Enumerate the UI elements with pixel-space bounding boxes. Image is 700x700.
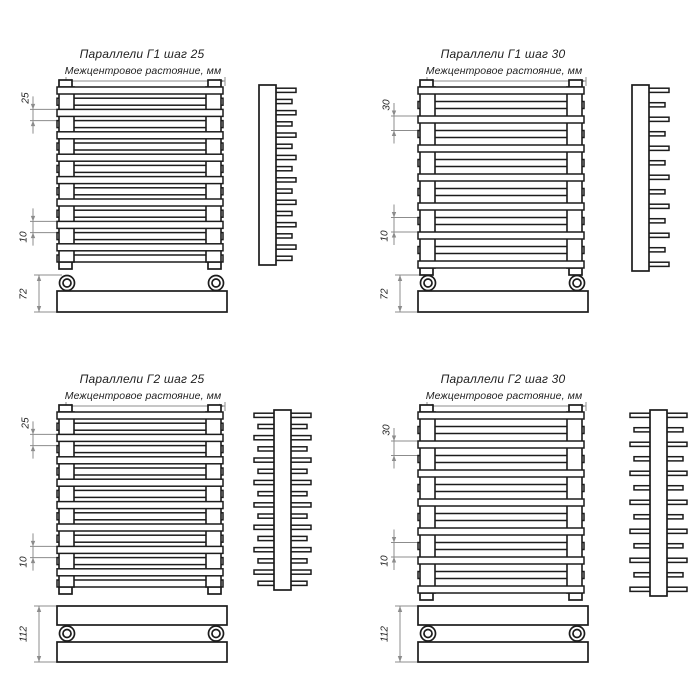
- dimension-arrow: [392, 557, 396, 563]
- dimension-arrow: [37, 656, 41, 662]
- tube-back: [418, 218, 584, 225]
- tube-front: [418, 441, 584, 448]
- tube-back: [418, 189, 584, 196]
- tube-front: [418, 174, 584, 181]
- dimension-arrow: [392, 456, 396, 462]
- tube-front: [57, 546, 223, 553]
- tube-back: [418, 572, 584, 579]
- center-distance-label: Межцентровое растояние, мм: [425, 390, 583, 402]
- tube-front: [57, 87, 223, 94]
- tube-back: [57, 558, 223, 565]
- tube-back: [57, 580, 223, 587]
- plan-collector-inner: [63, 630, 71, 638]
- side-collector-bar: [632, 85, 649, 271]
- tube-back: [57, 188, 223, 195]
- dimension-arrow: [398, 656, 402, 662]
- dimension-arrow: [31, 558, 35, 564]
- offset-dimension-label: 10: [379, 555, 391, 567]
- step-dimension-label: 25: [20, 417, 32, 429]
- plan-collector-inner: [573, 279, 581, 287]
- side-collector-bar: [274, 410, 291, 590]
- dimension-arrow: [392, 131, 396, 137]
- tube-front: [57, 244, 223, 251]
- drawing-title: Параллели Г1 шаг 25: [79, 47, 205, 61]
- dimension-arrow: [392, 436, 396, 442]
- dimension-arrow: [31, 104, 35, 110]
- plan-collector-inner: [573, 630, 581, 638]
- tube-front: [57, 109, 223, 116]
- tube-front: [57, 221, 223, 228]
- tube-front: [57, 524, 223, 531]
- tube-back: [57, 468, 223, 475]
- dimension-arrow: [37, 606, 41, 612]
- dimension-arrow: [392, 212, 396, 218]
- tube-back: [57, 423, 223, 430]
- tube-front: [418, 499, 584, 506]
- tube-front: [418, 557, 584, 564]
- plan-tube-band-back: [418, 642, 588, 662]
- tube-front: [57, 132, 223, 139]
- dimension-arrow: [31, 446, 35, 452]
- tube-front: [418, 528, 584, 535]
- dimension-arrow: [37, 275, 41, 281]
- dimension-arrow: [392, 111, 396, 117]
- tube-front: [57, 154, 223, 161]
- tube-back: [418, 543, 584, 550]
- tube-back: [57, 513, 223, 520]
- offset-dimension-label: 10: [18, 556, 30, 568]
- tube-front: [418, 232, 584, 239]
- dimension-arrow: [31, 233, 35, 239]
- offset-dimension-label: 10: [18, 231, 30, 243]
- center-distance-label: Межцентровое растояние, мм: [425, 65, 583, 77]
- plan-tube-band-front: [57, 606, 227, 625]
- tube-back: [57, 121, 223, 128]
- dimension-arrow: [37, 306, 41, 312]
- center-distance-label: Межцентровое растояние, мм: [64, 390, 222, 402]
- tube-front: [57, 434, 223, 441]
- tube-front: [418, 116, 584, 123]
- tube-back: [418, 514, 584, 521]
- drawing-title: Параллели Г2 шаг 30: [440, 372, 566, 386]
- tube-back: [418, 160, 584, 167]
- side-collector-bar: [650, 410, 667, 596]
- step-dimension-label: 30: [381, 99, 393, 111]
- plan-collector-inner: [424, 279, 432, 287]
- tube-back: [418, 102, 584, 109]
- tube-front: [57, 569, 223, 576]
- tube-back: [418, 485, 584, 492]
- tube-back: [57, 446, 223, 453]
- tube-front: [418, 203, 584, 210]
- drawing-title: Параллели Г2 шаг 25: [79, 372, 205, 386]
- step-dimension-label: 30: [381, 424, 393, 436]
- tube-front: [418, 586, 584, 593]
- tube-front: [57, 412, 223, 419]
- tube-back: [418, 456, 584, 463]
- offset-dimension-label: 10: [379, 230, 391, 242]
- tube-back: [57, 490, 223, 497]
- tube-front: [418, 470, 584, 477]
- step-dimension-label: 25: [20, 92, 32, 104]
- tube-back: [57, 535, 223, 542]
- tube-front: [57, 199, 223, 206]
- tube-back: [418, 427, 584, 434]
- dimension-arrow: [398, 306, 402, 312]
- plan-collector-inner: [63, 279, 71, 287]
- depth-dimension-label: 112: [18, 626, 30, 642]
- tube-back: [57, 255, 223, 262]
- plan-collector-inner: [424, 630, 432, 638]
- plan-tube-band-front: [418, 606, 588, 625]
- dimension-arrow: [398, 606, 402, 612]
- plan-tube-band: [418, 291, 588, 312]
- dimension-arrow: [31, 429, 35, 435]
- dimension-arrow: [31, 541, 35, 547]
- depth-dimension-label: 112: [379, 626, 391, 642]
- tube-back: [57, 233, 223, 240]
- plan-collector-inner: [212, 279, 220, 287]
- plan-collector-inner: [212, 630, 220, 638]
- tube-back: [57, 210, 223, 217]
- tube-front: [418, 87, 584, 94]
- dimension-arrow: [392, 232, 396, 238]
- dimension-arrow: [398, 275, 402, 281]
- drawing-title: Параллели Г1 шаг 30: [440, 47, 566, 61]
- depth-dimension-label: 72: [18, 288, 30, 300]
- tube-front: [57, 502, 223, 509]
- tube-front: [418, 261, 584, 268]
- tube-front: [418, 145, 584, 152]
- plan-tube-band: [57, 291, 227, 312]
- tube-back: [57, 143, 223, 150]
- tube-back: [57, 98, 223, 105]
- tube-back: [418, 247, 584, 254]
- center-distance-label: Межцентровое растояние, мм: [64, 65, 222, 77]
- plan-tube-band-back: [57, 642, 227, 662]
- tube-back: [418, 131, 584, 138]
- dimension-arrow: [31, 121, 35, 127]
- dimension-arrow: [31, 216, 35, 222]
- depth-dimension-label: 72: [379, 288, 391, 300]
- tube-back: [57, 165, 223, 172]
- side-collector-bar: [259, 85, 276, 265]
- tube-front: [57, 479, 223, 486]
- tube-front: [418, 412, 584, 419]
- dimension-arrow: [392, 537, 396, 543]
- tube-front: [57, 177, 223, 184]
- tube-front: [57, 457, 223, 464]
